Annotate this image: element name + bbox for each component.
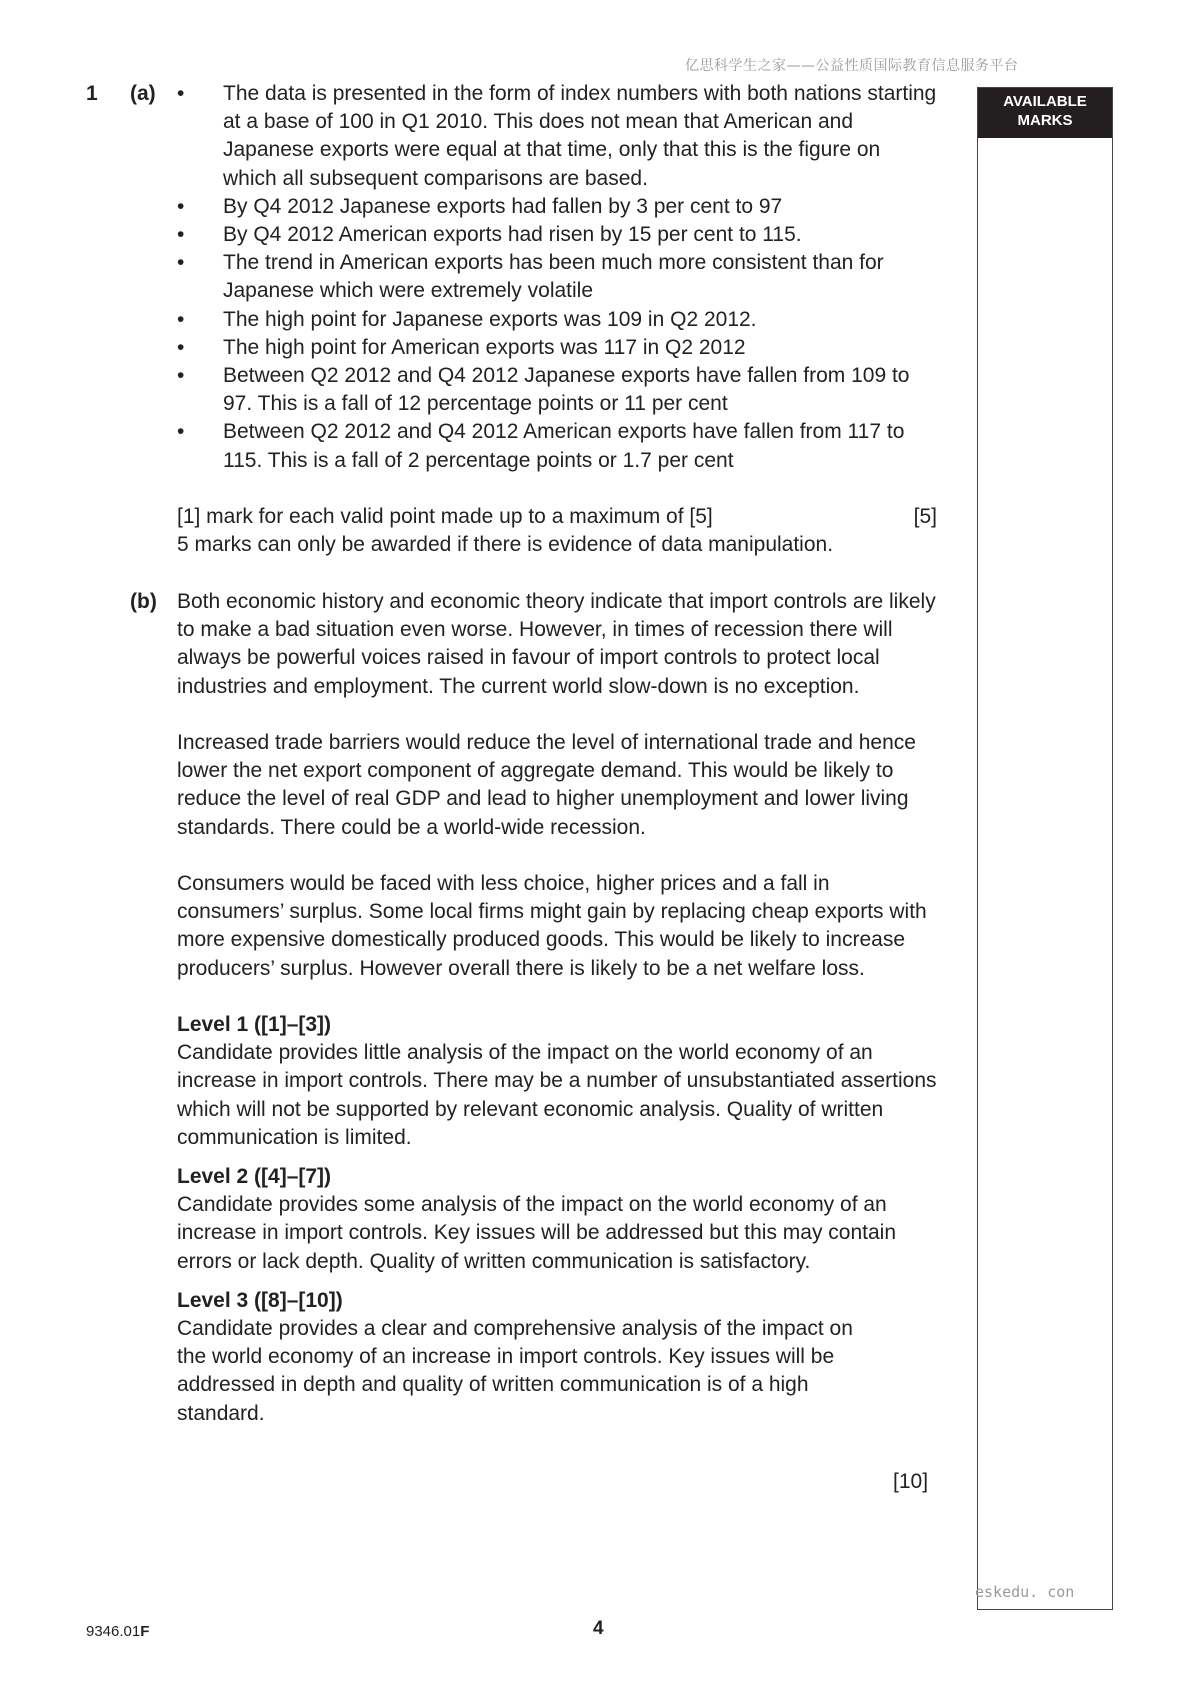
paragraph: Increased trade barriers would reduce the level of international trade and hence lower the net export component of aggregate demand. This would be likely to reduce the level of real GDP and lead to higher unemployment and lower living standards. There could be a world-wide recession. <box>177 731 916 839</box>
list-item: • The data is presented in the form of index numbers with both nations starting at a base of 100 in Q1 2010. This does not mean that American and Japanese exports were equal at that time, only that this is the figure on which all subsequent comparisons are based. <box>177 80 937 193</box>
available-marks-column <box>977 87 1113 1610</box>
part-a-bullet-list <box>177 80 937 475</box>
part-a-marking-note <box>177 503 937 559</box>
list-item: • The high point for American exports was 117 in Q2 2012 <box>177 334 937 362</box>
part-b-marks: [10] <box>893 1470 929 1493</box>
part-a-label: (a) <box>130 82 156 105</box>
part-b-label: (b) <box>130 590 157 613</box>
mark-note: [1] mark for each valid point made up to a maximum of [5] <box>177 505 713 528</box>
list-item: • The high point for Japanese exports was 109 in Q2 2012. <box>177 306 937 334</box>
available-marks-label: AVAILABLE MARKS <box>1003 93 1087 129</box>
level-3-text: Candidate provides a clear and comprehensive analysis of the impact on the world economy of an increase in import controls. Key issues will be addressed in depth and quality of written communication is of a high standard. <box>177 1317 853 1425</box>
part-b-answer <box>177 588 937 1428</box>
page-number: 4 <box>593 1618 604 1639</box>
part-a-marks: [5] <box>913 505 937 528</box>
level-1-text: Candidate provides little analysis of the impact on the world economy of an increase in import controls. There may be a number of unsubstantiated assertions which will not be supported by relevant economic analysis. Quality of written communication is limited. <box>177 1041 937 1149</box>
paper-code-suffix: F <box>140 1623 150 1640</box>
paragraph: Consumers would be faced with less choice, higher prices and a fall in consumers’ surplus. Some local firms might gain by replacing cheap exports with more expensive domestically produced goods. This would be likely to increase producers’ surplus. However overall there is likely to be a net welfare loss. <box>177 872 927 980</box>
bottom-watermark: eskedu. con <box>975 1583 1075 1601</box>
level-1-title: Level 1 ([1]–[3]) <box>177 1013 332 1036</box>
paper-code <box>86 1623 149 1640</box>
list-item: • By Q4 2012 Japanese exports had fallen by 3 per cent to 97 <box>177 193 937 221</box>
level-2-text: Candidate provides some analysis of the impact on the world economy of an increase in import controls. Key issues will be addressed but this may contain errors or lack depth. Quality of written communication is satisfactory. <box>177 1193 897 1273</box>
mark-condition: 5 marks can only be awarded if there is evidence of data manipulation. <box>177 533 834 557</box>
list-item: • Between Q2 2012 and Q4 2012 Japanese exports have fallen from 109 to 97. This is a fall of 12 percentage points or 11 per cent <box>177 362 937 418</box>
available-marks-header <box>978 88 1112 138</box>
list-item: • Between Q2 2012 and Q4 2012 American exports have fallen from 117 to 115. This is a fall of 2 percentage points or 1.7 per cent <box>177 418 937 474</box>
paper-code-number: 9346.01 <box>86 1623 141 1640</box>
list-item: • By Q4 2012 American exports had risen by 15 per cent to 115. <box>177 221 937 249</box>
paragraph: Both economic history and economic theory indicate that import controls are likely to make a bad situation even worse. However, in times of recession there will always be powerful voices raised in favour of import controls to protect local industries and employment. The current world slow-down is no exception. <box>177 590 936 698</box>
header-watermark: 亿思科学生之家——公益性质国际教育信息服务平台 <box>685 58 1019 74</box>
list-item: • The trend in American exports has been much more consistent than for Japanese which were extremely volatile <box>177 249 937 305</box>
question-number: 1 <box>86 82 98 105</box>
level-3-title: Level 3 ([8]–[10]) <box>177 1288 343 1312</box>
level-2-title: Level 2 ([4]–[7]) <box>177 1165 332 1189</box>
